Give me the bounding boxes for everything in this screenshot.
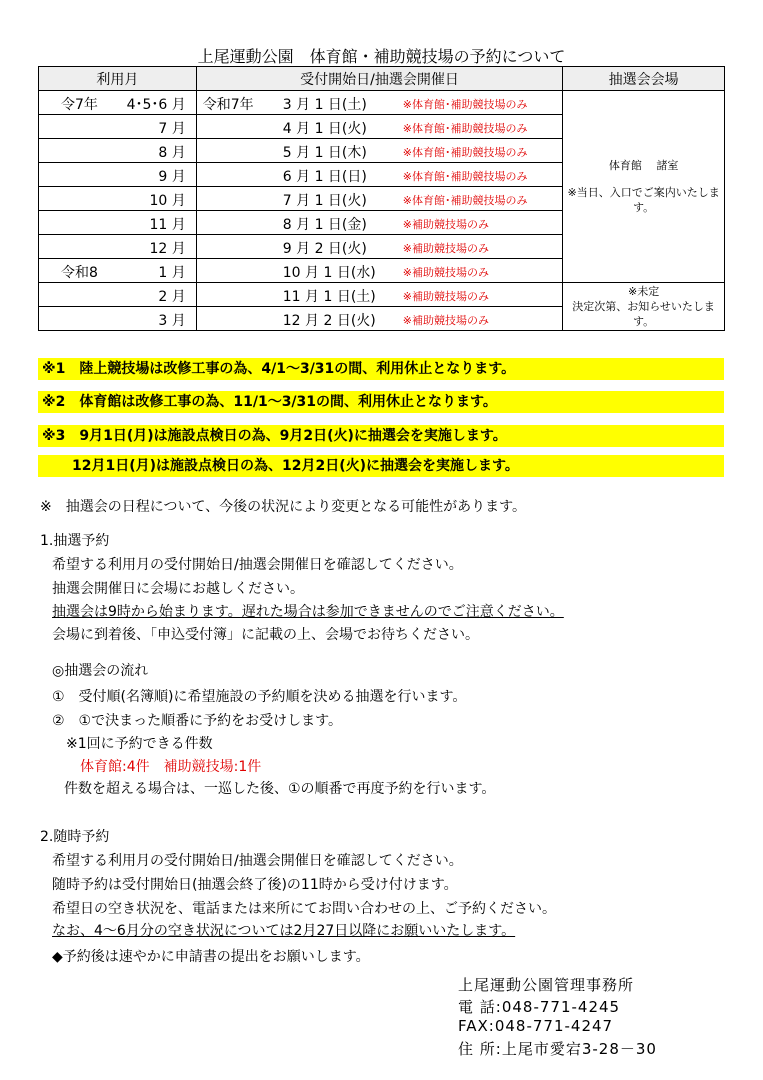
venue-gym-name: 体育館 諸室 [608, 159, 679, 172]
lottery-line-3: 抽選会は9時から始まります。遅れた場合は参加できませんのでご注意ください。 [52, 604, 564, 620]
usage-month-cell [39, 235, 197, 259]
lottery-flow-step-2: ② ①で決まった順番に予約をお受けします。 [52, 713, 342, 729]
reception-date: 10 月 1 日(水) [282, 265, 376, 281]
date-era-label: 令和7年 [202, 97, 254, 113]
lottery-flow-heading: ◎抽選会の流れ [52, 663, 149, 679]
facility-note: ※体育館･補助競技場のみ [402, 146, 528, 159]
submit-application-note: ◆予約後は速やかに申請書の提出をお願いします。 [52, 949, 370, 965]
reception-date: 9 月 2 日(火) [282, 241, 367, 257]
anytime-line-2: 随時予約は受付開始日(抽選会終了後)の11時から受け付けます。 [52, 877, 458, 893]
usage-month-cell [39, 187, 197, 211]
usage-month: 2 月 [158, 289, 186, 305]
table-header-row [39, 67, 725, 91]
reception-date-cell [196, 283, 562, 307]
reception-date-cell [196, 307, 562, 331]
facility-note: ※補助競技場のみ [402, 314, 489, 327]
facility-note: ※体育館･補助競技場のみ [402, 98, 528, 111]
office-fax: FAX:048-771-4247 [458, 1017, 614, 1035]
schedule-change-notice: ※ 抽選会の日程について、今後の状況により変更となる可能性があります。 [40, 499, 527, 515]
banner-note-1: ※1 陸上競技場は改修工事の為、4/1～3/31の間、利用休止となります。 [38, 358, 724, 380]
reception-date: 12 月 2 日(火) [282, 313, 376, 329]
facility-note: ※体育館･補助競技場のみ [402, 194, 528, 207]
reception-date-cell [196, 163, 562, 187]
banner-note-2: ※2 体育館は改修工事の為、11/1～3/31の間、利用休止となります。 [38, 391, 724, 413]
usage-month: 1 月 [158, 265, 186, 281]
header-date: 受付開始日/抽選会開催日 [196, 67, 562, 91]
table-row [39, 283, 725, 307]
usage-month: 9 月 [158, 169, 186, 185]
usage-month: 10 月 [149, 193, 186, 209]
reservation-limit-note: 件数を超える場合は、一巡した後、①の順番で再度予約を行います。 [64, 781, 496, 797]
usage-month: 11 月 [149, 217, 186, 233]
banner-note-3: ※3 9月1日(月)は施設点検日の為、9月2日(火)に抽選会を実施します。 [38, 425, 724, 447]
era-label: 令和8 [61, 265, 98, 281]
lottery-line-1: 希望する利用月の受付開始日/抽選会開催日を確認してください。 [52, 557, 463, 573]
usage-month-cell [39, 91, 197, 115]
venue-undecided-label: ※未定 [627, 285, 660, 298]
anytime-line-4: なお、4～6月分の空き状況については2月27日以降にお願いいたします。 [52, 923, 516, 939]
reception-date: 7 月 1 日(火) [282, 193, 367, 209]
office-name: 上尾運動公園管理事務所 [458, 976, 635, 994]
reception-date: 6 月 1 日(日) [282, 169, 367, 185]
usage-month-cell [39, 283, 197, 307]
table-row [39, 91, 725, 115]
banner-note-4: 12月1日(月)は施設点検日の為、12月2日(火)に抽選会を実施します。 [38, 455, 724, 477]
anytime-line-3: 希望日の空き状況を、電話または来所にてお問い合わせの上、ご予約ください。 [52, 901, 556, 917]
reception-date: 3 月 1 日(土) [282, 97, 367, 113]
reception-date: 5 月 1 日(木) [282, 145, 367, 161]
reception-date-cell [196, 259, 562, 283]
usage-month-cell [39, 115, 197, 139]
venue-undecided-note: 決定次第、お知らせいたします。 [572, 300, 715, 328]
header-venue: 抽選会会場 [563, 67, 725, 91]
usage-month-cell [39, 259, 197, 283]
usage-month-cell [39, 211, 197, 235]
schedule-table [38, 66, 725, 331]
lottery-line-4: 会場に到着後、「申込受付簿」に記載の上、会場でお待ちください。 [52, 627, 479, 643]
usage-month: 12 月 [149, 241, 186, 257]
reception-date-cell [196, 211, 562, 235]
facility-note: ※補助競技場のみ [402, 266, 489, 279]
reservation-limit-values: 体育館:4件 補助競技場:1件 [80, 759, 262, 775]
venue-cell-undecided [563, 283, 725, 331]
reception-date: 8 月 1 日(金) [282, 217, 367, 233]
facility-note: ※補助競技場のみ [402, 290, 489, 303]
usage-month-cell [39, 139, 197, 163]
lottery-line-2: 抽選会開催日に会場にお越しください。 [52, 581, 304, 597]
section-anytime-heading: 2.随時予約 [40, 829, 110, 845]
reception-date: 4 月 1 日(火) [282, 121, 367, 137]
office-tel: 電 話:048-771-4245 [458, 998, 621, 1016]
lottery-flow-step-1: ① 受付順(名簿順)に希望施設の予約順を決める抽選を行います。 [52, 689, 467, 705]
usage-month-cell [39, 163, 197, 187]
section-lottery-heading: 1.抽選予約 [40, 533, 110, 549]
venue-cell-gym [563, 91, 725, 283]
reception-date: 11 月 1 日(土) [282, 289, 376, 305]
header-month: 利用月 [39, 67, 197, 91]
facility-note: ※体育館･補助競技場のみ [402, 122, 528, 135]
facility-note: ※補助競技場のみ [402, 218, 489, 231]
venue-gym-note: ※当日、入口でご案内いたします。 [567, 186, 720, 214]
usage-month: 7 月 [158, 121, 186, 137]
facility-note: ※体育館･補助競技場のみ [402, 170, 528, 183]
page-title: 上尾運動公園 体育館・補助競技場の予約について [197, 47, 566, 66]
era-label: 令7年 [61, 97, 98, 113]
reception-date-cell [196, 139, 562, 163]
usage-month: 4･5･6 月 [126, 97, 186, 113]
reception-date-cell [196, 187, 562, 211]
usage-month: 8 月 [158, 145, 186, 161]
reception-date-cell [196, 235, 562, 259]
usage-month-cell [39, 307, 197, 331]
anytime-line-1: 希望する利用月の受付開始日/抽選会開催日を確認してください。 [52, 853, 463, 869]
office-address: 住 所:上尾市愛宕3-28－30 [458, 1040, 657, 1058]
reception-date-cell [196, 115, 562, 139]
facility-note: ※補助競技場のみ [402, 242, 489, 255]
usage-month: 3 月 [158, 313, 186, 329]
reception-date-cell [196, 91, 562, 115]
reservation-limit-heading: ※1回に予約できる件数 [66, 736, 213, 752]
